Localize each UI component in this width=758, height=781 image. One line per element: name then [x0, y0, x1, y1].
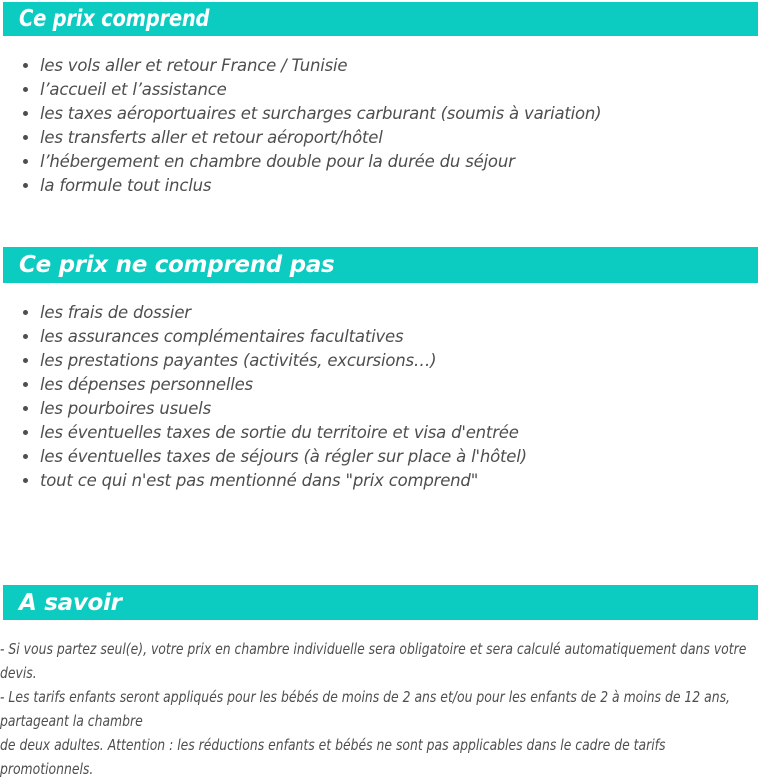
list-item: • l’accueil et l’assistance [40, 78, 758, 102]
list-item: • l’hébergement en chambre double pour la durée du séjour [40, 150, 758, 174]
list-item: • les taxes aéroportuaires et surcharges carburant (soumis à variation) [40, 102, 758, 126]
section-title-included: Ce prix comprend [19, 6, 210, 32]
list-item: • les pourboires usuels [40, 397, 758, 421]
not-included-list [0, 301, 758, 493]
list-item: • les assurances complémentaires facultatives [40, 325, 758, 349]
list-item: • les prestations payantes (activités, excursions…) [40, 349, 758, 373]
list-item: • les frais de dossier [40, 301, 758, 325]
list-item: • les transferts aller et retour aéroport/hôtel [40, 126, 758, 150]
list-item: • les vols aller et retour France / Tunisie [40, 54, 758, 78]
note-paragraph: - Les tarifs enfants seront appliqués pour les bébés de moins de 2 ans et/ou pour les enfants de 2 à moins de 12 ans, partageant la chambre [0, 688, 730, 730]
notes-block [0, 637, 758, 781]
section-title-not-included: Ce prix ne comprend pas [19, 252, 335, 278]
note-paragraph: de deux adultes. Attention : les réductions enfants et bébés ne sont pas applicables dans le cadre de tarifs promotionnels. [0, 736, 666, 778]
list-item: • la formule tout inclus [40, 174, 758, 198]
list-item: • les éventuelles taxes de sortie du territoire et visa d'entrée [40, 421, 758, 445]
section-title-notes: A savoir [19, 589, 122, 616]
note-paragraph: - Si vous partez seul(e), votre prix en chambre individuelle sera obligatoire et sera calculé automatiquement dans votre devis. [0, 640, 747, 682]
section-header-included [3, 2, 758, 36]
list-item: • les dépenses personnelles [40, 373, 758, 397]
section-header-notes [3, 585, 758, 620]
included-list [0, 54, 758, 198]
section-header-not-included [3, 247, 758, 283]
list-item: • tout ce qui n'est pas mentionné dans "prix comprend" [40, 469, 758, 493]
list-item: • les éventuelles taxes de séjours (à régler sur place à l'hôtel) [40, 445, 758, 469]
